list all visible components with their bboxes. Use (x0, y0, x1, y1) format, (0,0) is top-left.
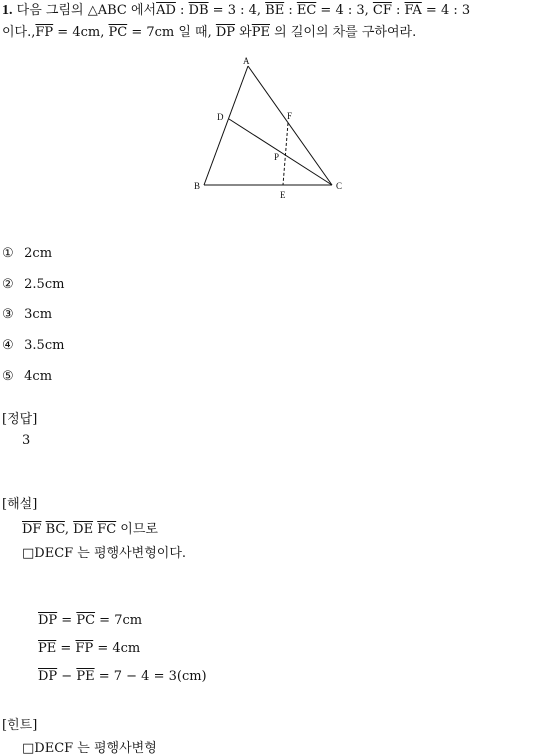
choice-2[interactable] (2, 277, 64, 292)
segment-cf: $\overline{CF}$ (372, 3, 392, 18)
segment-df: $\overline{DF}$ (22, 522, 42, 537)
explanation-heading: [해설] (2, 497, 38, 512)
choice-text: 3.5cm (24, 338, 65, 353)
segment-ec: $\overline{EC}$ (296, 3, 317, 18)
choice-text: 3cm (24, 307, 53, 322)
choice-text: 2.5cm (24, 277, 65, 292)
question-text: 이다., (2, 25, 36, 40)
value: = 7 − 4 = 3(cm) (94, 669, 207, 684)
value: = 4cm (93, 641, 141, 656)
choice-5[interactable] (2, 369, 52, 384)
choice-text: 4cm (24, 369, 53, 384)
segment-pe: $\overline{PE}$ (76, 669, 95, 684)
segment-fp: $\overline{FP}$ (35, 25, 54, 40)
explanation-line-2: □DECF 는 평행사변형이다. (22, 546, 187, 561)
operator: = (56, 641, 76, 656)
label-c: C (336, 181, 343, 191)
choice-4[interactable] (2, 338, 64, 353)
value: = 7cm 일 때, (127, 25, 216, 40)
equation-1 (38, 613, 142, 628)
triangle-figure (180, 52, 360, 202)
question-number: 1. (2, 3, 13, 18)
answer-heading: [정답] (2, 412, 38, 427)
colon: : (175, 3, 189, 18)
ratio-value: = 4 : 3 (421, 3, 471, 18)
value: = 7cm (95, 613, 143, 628)
segment-de: $\overline{DE}$ (73, 522, 94, 537)
segment-fc: $\overline{FC}$ (97, 522, 117, 537)
equation-3 (38, 669, 207, 684)
equation-2 (38, 641, 140, 656)
answer-value: 3 (22, 433, 31, 448)
segment-dp: $\overline{DP}$ (215, 25, 236, 40)
choice-3[interactable] (2, 307, 52, 322)
choice-marker: ② (2, 277, 14, 292)
side-ab (204, 66, 248, 185)
label-e: E (280, 190, 286, 200)
segment-pe: $\overline{PE}$ (251, 25, 270, 40)
explanation-text: 이므로 (116, 522, 158, 537)
question-text: 의 길이의 차를 구하여라. (270, 25, 417, 40)
operator: − (57, 669, 77, 684)
question-text: 와 (235, 25, 252, 40)
choice-text: 2cm (24, 246, 53, 261)
segment-bc: $\overline{BC}$ (45, 522, 65, 537)
segment-pc: $\overline{PC}$ (76, 613, 96, 628)
choice-marker: ③ (2, 307, 14, 322)
explanation-line-1 (22, 518, 158, 537)
hint-heading: [힌트] (2, 718, 38, 733)
operator: = (57, 613, 77, 628)
choice-1[interactable] (2, 246, 52, 261)
side-ac (248, 66, 332, 185)
label-f: F (287, 111, 293, 121)
value: = 4cm, (53, 25, 109, 40)
colon: : (284, 3, 297, 18)
segment-dc (229, 119, 332, 185)
ratio-value: = 4 : 3, (316, 3, 373, 18)
choice-marker: ⑤ (2, 369, 14, 384)
segment-pe: $\overline{PE}$ (38, 641, 57, 656)
segment-ad: $\overline{AD}$ (156, 3, 176, 18)
label-a: A (243, 56, 250, 66)
question-line-2 (2, 24, 416, 42)
segment-be: $\overline{BE}$ (265, 3, 285, 18)
label-b: B (194, 181, 201, 191)
choice-marker: ④ (2, 338, 14, 353)
colon: : (391, 3, 405, 18)
question-line-1 (2, 2, 470, 20)
segment-fa: $\overline{FA}$ (404, 3, 422, 18)
segment-db: $\overline{DB}$ (188, 3, 209, 18)
separator: , (64, 522, 74, 537)
segment-fp: $\overline{FP}$ (75, 641, 94, 656)
ratio-value: = 3 : 4, (208, 3, 266, 18)
segment-pc: $\overline{PC}$ (108, 25, 128, 40)
label-p: P (274, 152, 280, 162)
hint-text: □DECF 는 평행사변형 (22, 741, 157, 756)
segment-dp: $\overline{DP}$ (38, 613, 58, 628)
choice-marker: ① (2, 246, 14, 261)
segment-dp: $\overline{DP}$ (38, 669, 58, 684)
label-d: D (217, 112, 224, 122)
question-text: 다음 그림의 △ABC 에서 (16, 3, 157, 18)
